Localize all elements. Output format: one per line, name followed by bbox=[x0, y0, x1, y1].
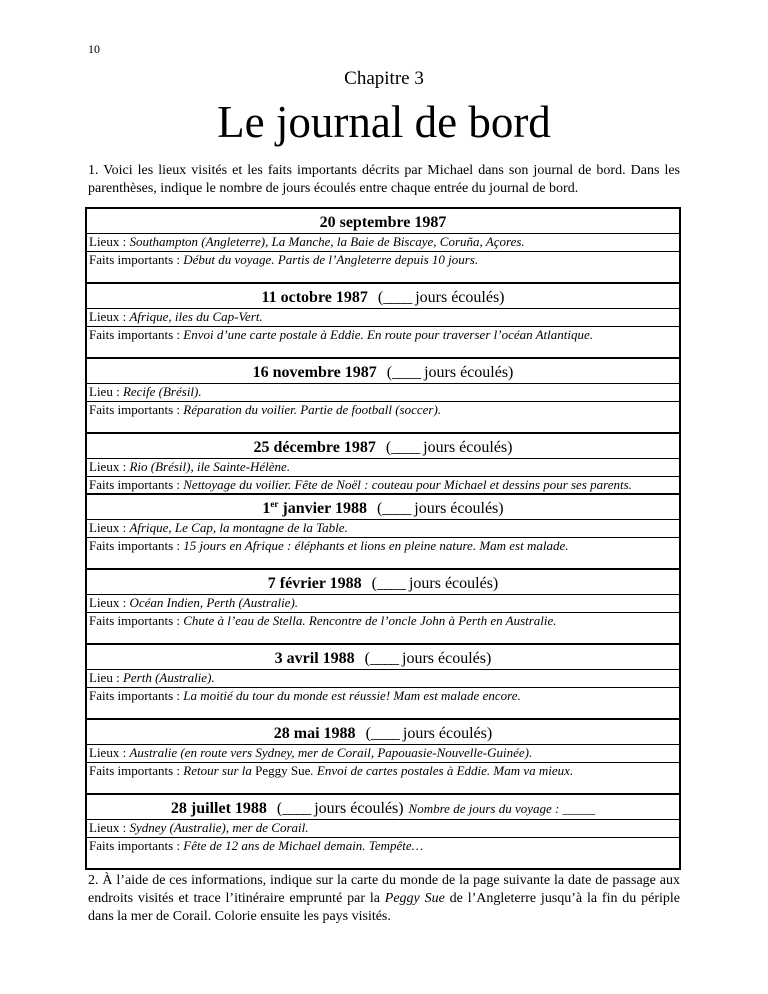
entry-date: 3 avril 1988 bbox=[274, 650, 355, 667]
entry-header bbox=[87, 720, 679, 744]
places-label: Lieux : bbox=[89, 459, 130, 474]
logbook-entry bbox=[87, 793, 679, 868]
entry-places-row bbox=[87, 594, 679, 612]
entry-places-row bbox=[87, 233, 679, 251]
places-label: Lieux : bbox=[89, 234, 130, 249]
entry-facts-row bbox=[87, 762, 679, 793]
entry-facts-row bbox=[87, 401, 679, 432]
logbook-entry bbox=[87, 432, 679, 493]
entry-header bbox=[87, 645, 679, 669]
facts-value: Envoi d’une carte postale à Eddie. En route pour traverser l’océan Atlantique. bbox=[183, 327, 594, 342]
boat-name: Peggy Sue bbox=[255, 763, 311, 778]
facts-label: Faits importants : bbox=[89, 327, 184, 342]
days-elapsed-blank: (____ jours écoulés) bbox=[377, 289, 505, 306]
facts-value: Nettoyage du voilier. Fête de Noël : couteau pour Michael et dessins pour ses parents. bbox=[183, 477, 632, 492]
entry-facts-row bbox=[87, 326, 679, 357]
days-elapsed-blank: (____ jours écoulés) bbox=[386, 364, 514, 381]
facts-value: La moitié du tour du monde est réussie! Mam est malade encore. bbox=[183, 688, 521, 703]
page-number: 10 bbox=[88, 42, 100, 56]
facts-label: Faits importants : bbox=[89, 838, 184, 853]
facts-value-continued: . Envoi de cartes postales à Eddie. Mam va mieux. bbox=[310, 763, 574, 778]
places-value: Perth (Australie). bbox=[122, 670, 215, 685]
places-label: Lieu : bbox=[89, 670, 123, 685]
days-elapsed-blank: (____ jours écoulés) bbox=[276, 800, 404, 817]
entry-places-row bbox=[87, 308, 679, 326]
facts-value: Chute à l’eau de Stella. Rencontre de l’oncle John à Perth en Australie. bbox=[183, 613, 557, 628]
entry-header bbox=[87, 570, 679, 594]
places-value: Australie (en route vers Sydney, mer de Corail, Papouasie-Nouvelle-Guinée). bbox=[129, 745, 533, 760]
entry-date: 16 novembre 1987 bbox=[252, 364, 377, 381]
entry-places-row bbox=[87, 819, 679, 837]
days-elapsed-blank: (____ jours écoulés) bbox=[365, 725, 493, 742]
entry-date: 28 mai 1988 bbox=[273, 725, 356, 742]
entry-facts-row bbox=[87, 251, 679, 282]
entry-facts-row bbox=[87, 837, 679, 868]
logbook-entry bbox=[87, 718, 679, 793]
facts-label: Faits importants : bbox=[89, 613, 184, 628]
places-value: Sydney (Australie), mer de Corail. bbox=[129, 820, 309, 835]
days-elapsed-blank: (____ jours écoulés) bbox=[376, 500, 504, 517]
places-label: Lieux : bbox=[89, 745, 130, 760]
logbook-entry bbox=[87, 643, 679, 718]
places-value: Afrique, iles du Cap-Vert. bbox=[129, 309, 263, 324]
entry-date: 28 juillet 1988 bbox=[170, 800, 267, 817]
facts-label: Faits importants : bbox=[89, 252, 184, 267]
places-label: Lieu : bbox=[89, 384, 123, 399]
logbook-entry bbox=[87, 568, 679, 643]
places-label: Lieux : bbox=[89, 520, 130, 535]
entry-date: 25 décembre 1987 bbox=[253, 439, 376, 456]
days-elapsed-blank: (____ jours écoulés) bbox=[371, 575, 499, 592]
facts-value: Retour sur la bbox=[183, 763, 256, 778]
facts-value: Fête de 12 ans de Michael demain. Tempête… bbox=[183, 838, 424, 853]
entry-facts-row bbox=[87, 612, 679, 643]
entry-places-row bbox=[87, 519, 679, 537]
places-label: Lieux : bbox=[89, 595, 130, 610]
exercise-1-instructions: 1. Voici les lieux visités et les faits importants décrits par Michael dans son journal de bord. Dans les parenthèses, indique le nombre de jours écoulés entre chaque entrée du journal de bord. bbox=[88, 163, 680, 196]
entry-header bbox=[87, 434, 679, 458]
entry-facts-row bbox=[87, 687, 679, 718]
page-title: Le journal de bord bbox=[217, 97, 551, 147]
places-value: Southampton (Angleterre), La Manche, la Baie de Biscaye, Coruña, Açores. bbox=[129, 234, 525, 249]
exercise-2-instructions: 2. À l’aide de ces informations, indique sur la carte du monde de la page suivante la date de passage aux endroits visités et trace l’itinéraire emprunté par la Peggy Sue de l’Angleterre jusqu’à la fin du périple dans la mer de Corail. Colorie ensuite les pays visités. bbox=[88, 873, 681, 924]
facts-label: Faits importants : bbox=[89, 538, 184, 553]
facts-label: Faits importants : bbox=[89, 688, 184, 703]
places-value: Océan Indien, Perth (Australie). bbox=[129, 595, 299, 610]
entry-date: 7 février 1988 bbox=[267, 575, 362, 592]
entry-header bbox=[87, 284, 679, 308]
entry-date: 20 septembre 1987 bbox=[319, 214, 447, 231]
entry-facts-row bbox=[87, 537, 679, 568]
total-days-blank: Nombre de jours du voyage : _____ bbox=[408, 801, 596, 816]
entry-date: 11 octobre 1987 bbox=[261, 289, 368, 306]
days-elapsed-blank: (____ jours écoulés) bbox=[385, 439, 513, 456]
places-label: Lieux : bbox=[89, 820, 130, 835]
entry-facts-row bbox=[87, 476, 679, 493]
places-value: Recife (Brésil). bbox=[122, 384, 202, 399]
logbook-table bbox=[85, 207, 681, 870]
places-value: Afrique, Le Cap, la montagne de la Table. bbox=[129, 520, 348, 535]
entry-places-row bbox=[87, 744, 679, 762]
entry-header bbox=[87, 795, 679, 819]
places-value: Rio (Brésil), ile Sainte-Hélène. bbox=[129, 459, 291, 474]
facts-label: Faits importants : bbox=[89, 402, 184, 417]
entry-places-row bbox=[87, 669, 679, 687]
facts-label: Faits importants : bbox=[89, 763, 184, 778]
logbook-entry bbox=[87, 357, 679, 432]
facts-label: Faits importants : bbox=[89, 477, 184, 492]
logbook-entry bbox=[87, 209, 679, 282]
logbook-entry bbox=[87, 282, 679, 357]
entry-header bbox=[87, 209, 679, 233]
facts-value: 15 jours en Afrique : éléphants et lions en pleine nature. Mam est malade. bbox=[183, 538, 569, 553]
entry-places-row bbox=[87, 383, 679, 401]
days-elapsed-blank: (____ jours écoulés) bbox=[364, 650, 492, 667]
entry-places-row bbox=[87, 458, 679, 476]
chapter-heading: Chapitre 3 bbox=[344, 68, 424, 89]
facts-value: Début du voyage. Partis de l’Angleterre depuis 10 jours. bbox=[183, 252, 479, 267]
places-label: Lieux : bbox=[89, 309, 130, 324]
boat-name: Peggy Sue bbox=[384, 891, 445, 906]
facts-value: Réparation du voilier. Partie de football (soccer). bbox=[183, 402, 442, 417]
entry-header bbox=[87, 495, 679, 519]
entry-date: 1er janvier 1988 bbox=[262, 499, 367, 517]
entry-header bbox=[87, 359, 679, 383]
logbook-entry bbox=[87, 493, 679, 568]
